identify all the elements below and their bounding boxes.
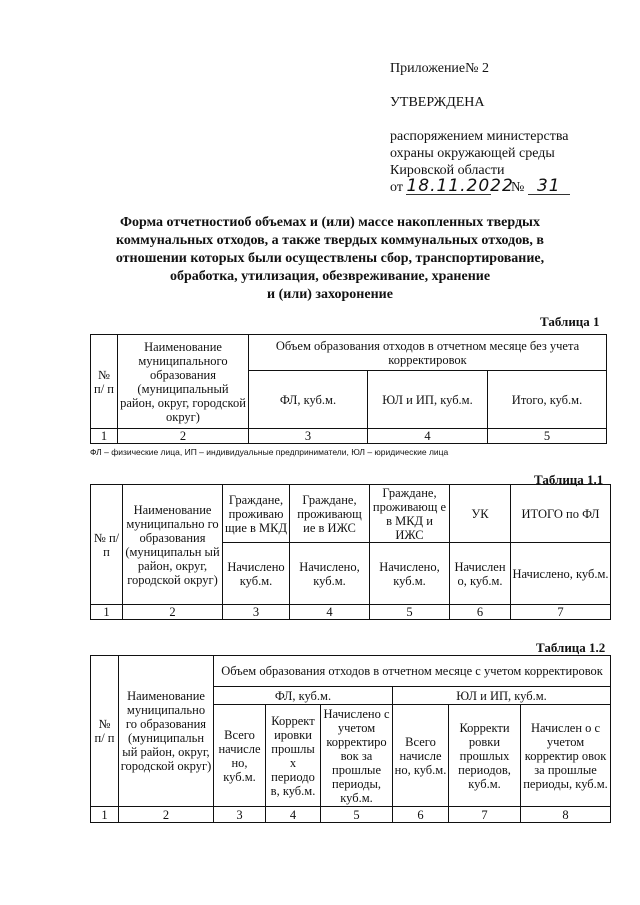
- table1-col-name: Наименование муниципального образования (муниципальный район, округ, городской округ): [118, 335, 249, 429]
- table12-sub-cell: Начислен о с учетом корректир овок за прошлые периоды, куб.м.: [521, 705, 611, 807]
- table11: [90, 484, 611, 620]
- table1-num-cell: 4: [368, 429, 488, 444]
- table12-num-cell: 3: [214, 807, 266, 823]
- table12-sub-cell: Всего начисле но, куб.м.: [214, 705, 266, 807]
- table11-col-total: ИТОГО по ФЛ: [511, 485, 611, 543]
- table12-col-num: № п/ п: [91, 656, 119, 807]
- table12-num-cell: 4: [266, 807, 321, 823]
- table1-num-cell: 3: [249, 429, 368, 444]
- table11-sub-cell: Начислено, куб.м.: [290, 543, 370, 605]
- order-line-1: распоряжением министерства: [390, 129, 569, 144]
- table1-col-fl: ФЛ, куб.м.: [249, 371, 368, 429]
- table1-col-ul: ЮЛ и ИП, куб.м.: [368, 371, 488, 429]
- form-title: [90, 214, 570, 304]
- title-line-5: и (или) захоронение: [267, 287, 393, 302]
- table12-num-cell: 8: [521, 807, 611, 823]
- table11-num-cell: 5: [370, 605, 450, 620]
- table12-num-cell: 2: [119, 807, 214, 823]
- table11-caption: Таблица 1.1: [534, 472, 604, 487]
- table12: [90, 655, 611, 823]
- table11-num-cell: 2: [123, 605, 223, 620]
- table12-caption: Таблица 1.2: [536, 640, 606, 655]
- table12-num-cell: 1: [91, 807, 119, 823]
- table11-num-cell: 4: [290, 605, 370, 620]
- table12-ul-header: ЮЛ и ИП, куб.м.: [393, 687, 611, 705]
- table11-col-uk: УК: [450, 485, 511, 543]
- table12-sub-cell: Коррект ировки прошлы х периодо в, куб.м.: [266, 705, 321, 807]
- table1-num-cell: 5: [488, 429, 607, 444]
- table12-num-cell: 5: [321, 807, 393, 823]
- table11-sub-cell: Начислен о, куб.м.: [450, 543, 511, 605]
- table1-footnote: ФЛ – физические лица, ИП – индивидуальные предприниматели, ЮЛ – юридические лица: [90, 447, 449, 457]
- order-line-2: охраны окружающей среды: [390, 146, 555, 161]
- table1-col-total: Итого, куб.м.: [488, 371, 607, 429]
- title-line-1: Форма отчетностиоб объемах и (или) массе накопленных твердых: [120, 215, 540, 230]
- table1-num-cell: 1: [91, 429, 118, 444]
- table11-col-izhs: Граждане, проживающ ие в ИЖС: [290, 485, 370, 543]
- title-line-3: отношении которых были осуществлены сбор, транспортирование,: [115, 251, 545, 266]
- table1-col-num: № п/ п: [91, 335, 118, 429]
- number-label: №: [510, 180, 525, 195]
- table11-sub-cell: Начислено, куб.м.: [511, 543, 611, 605]
- table11-num-cell: 3: [223, 605, 290, 620]
- order-date-line: [390, 176, 600, 196]
- table11-col-name: Наименование муниципально го образования (муниципальн ый район, округ, городской округ): [123, 485, 223, 605]
- table12-sub-cell: Корректи ровки прошлых периодов, куб.м.: [449, 705, 521, 807]
- order-number: 31: [528, 179, 570, 195]
- order-line-3: Кировской области: [390, 163, 505, 178]
- from-label: от: [390, 180, 403, 195]
- approved-label: УТВЕРЖДЕНА: [390, 95, 485, 110]
- appendix-label: Приложение№ 2: [390, 61, 489, 76]
- table1-num-cell: 2: [118, 429, 249, 444]
- table12-group-header: Объем образования отходов в отчетном месяце с учетом корректировок: [214, 656, 611, 687]
- table1-caption: Таблица 1: [540, 314, 600, 329]
- table12-fl-header: ФЛ, куб.м.: [214, 687, 393, 705]
- table12-num-cell: 7: [449, 807, 521, 823]
- table11-col-num: № п/п: [91, 485, 123, 605]
- order-date: 18.11.2022: [406, 176, 514, 196]
- table11-num-cell: 6: [450, 605, 511, 620]
- table12-col-name: Наименование муниципально го образования (муниципальн ый район, округ, городской округ): [119, 656, 214, 807]
- table11-col-mkd: Граждане, проживаю щие в МКД: [223, 485, 290, 543]
- table1: [90, 334, 607, 444]
- table11-num-cell: 7: [511, 605, 611, 620]
- table12-sub-cell: Начислено с учетом корректиро вок за прошлые периоды, куб.м.: [321, 705, 393, 807]
- table11-col-mkd-izhs: Граждане, проживающ е в МКД и ИЖС: [370, 485, 450, 543]
- table1-group-header: Объем образования отходов в отчетном месяце без учета корректировок: [249, 335, 607, 371]
- table11-num-cell: 1: [91, 605, 123, 620]
- title-line-2: коммунальных отходов, а также твердых коммунальных отходов, в: [116, 233, 544, 248]
- table11-sub-cell: Начислено куб.м.: [223, 543, 290, 605]
- title-line-4: обработка, утилизация, обезвреживание, хранение: [169, 269, 491, 284]
- table11-sub-cell: Начислено, куб.м.: [370, 543, 450, 605]
- table12-num-cell: 6: [393, 807, 449, 823]
- table12-sub-cell: Всего начисле но, куб.м.: [393, 705, 449, 807]
